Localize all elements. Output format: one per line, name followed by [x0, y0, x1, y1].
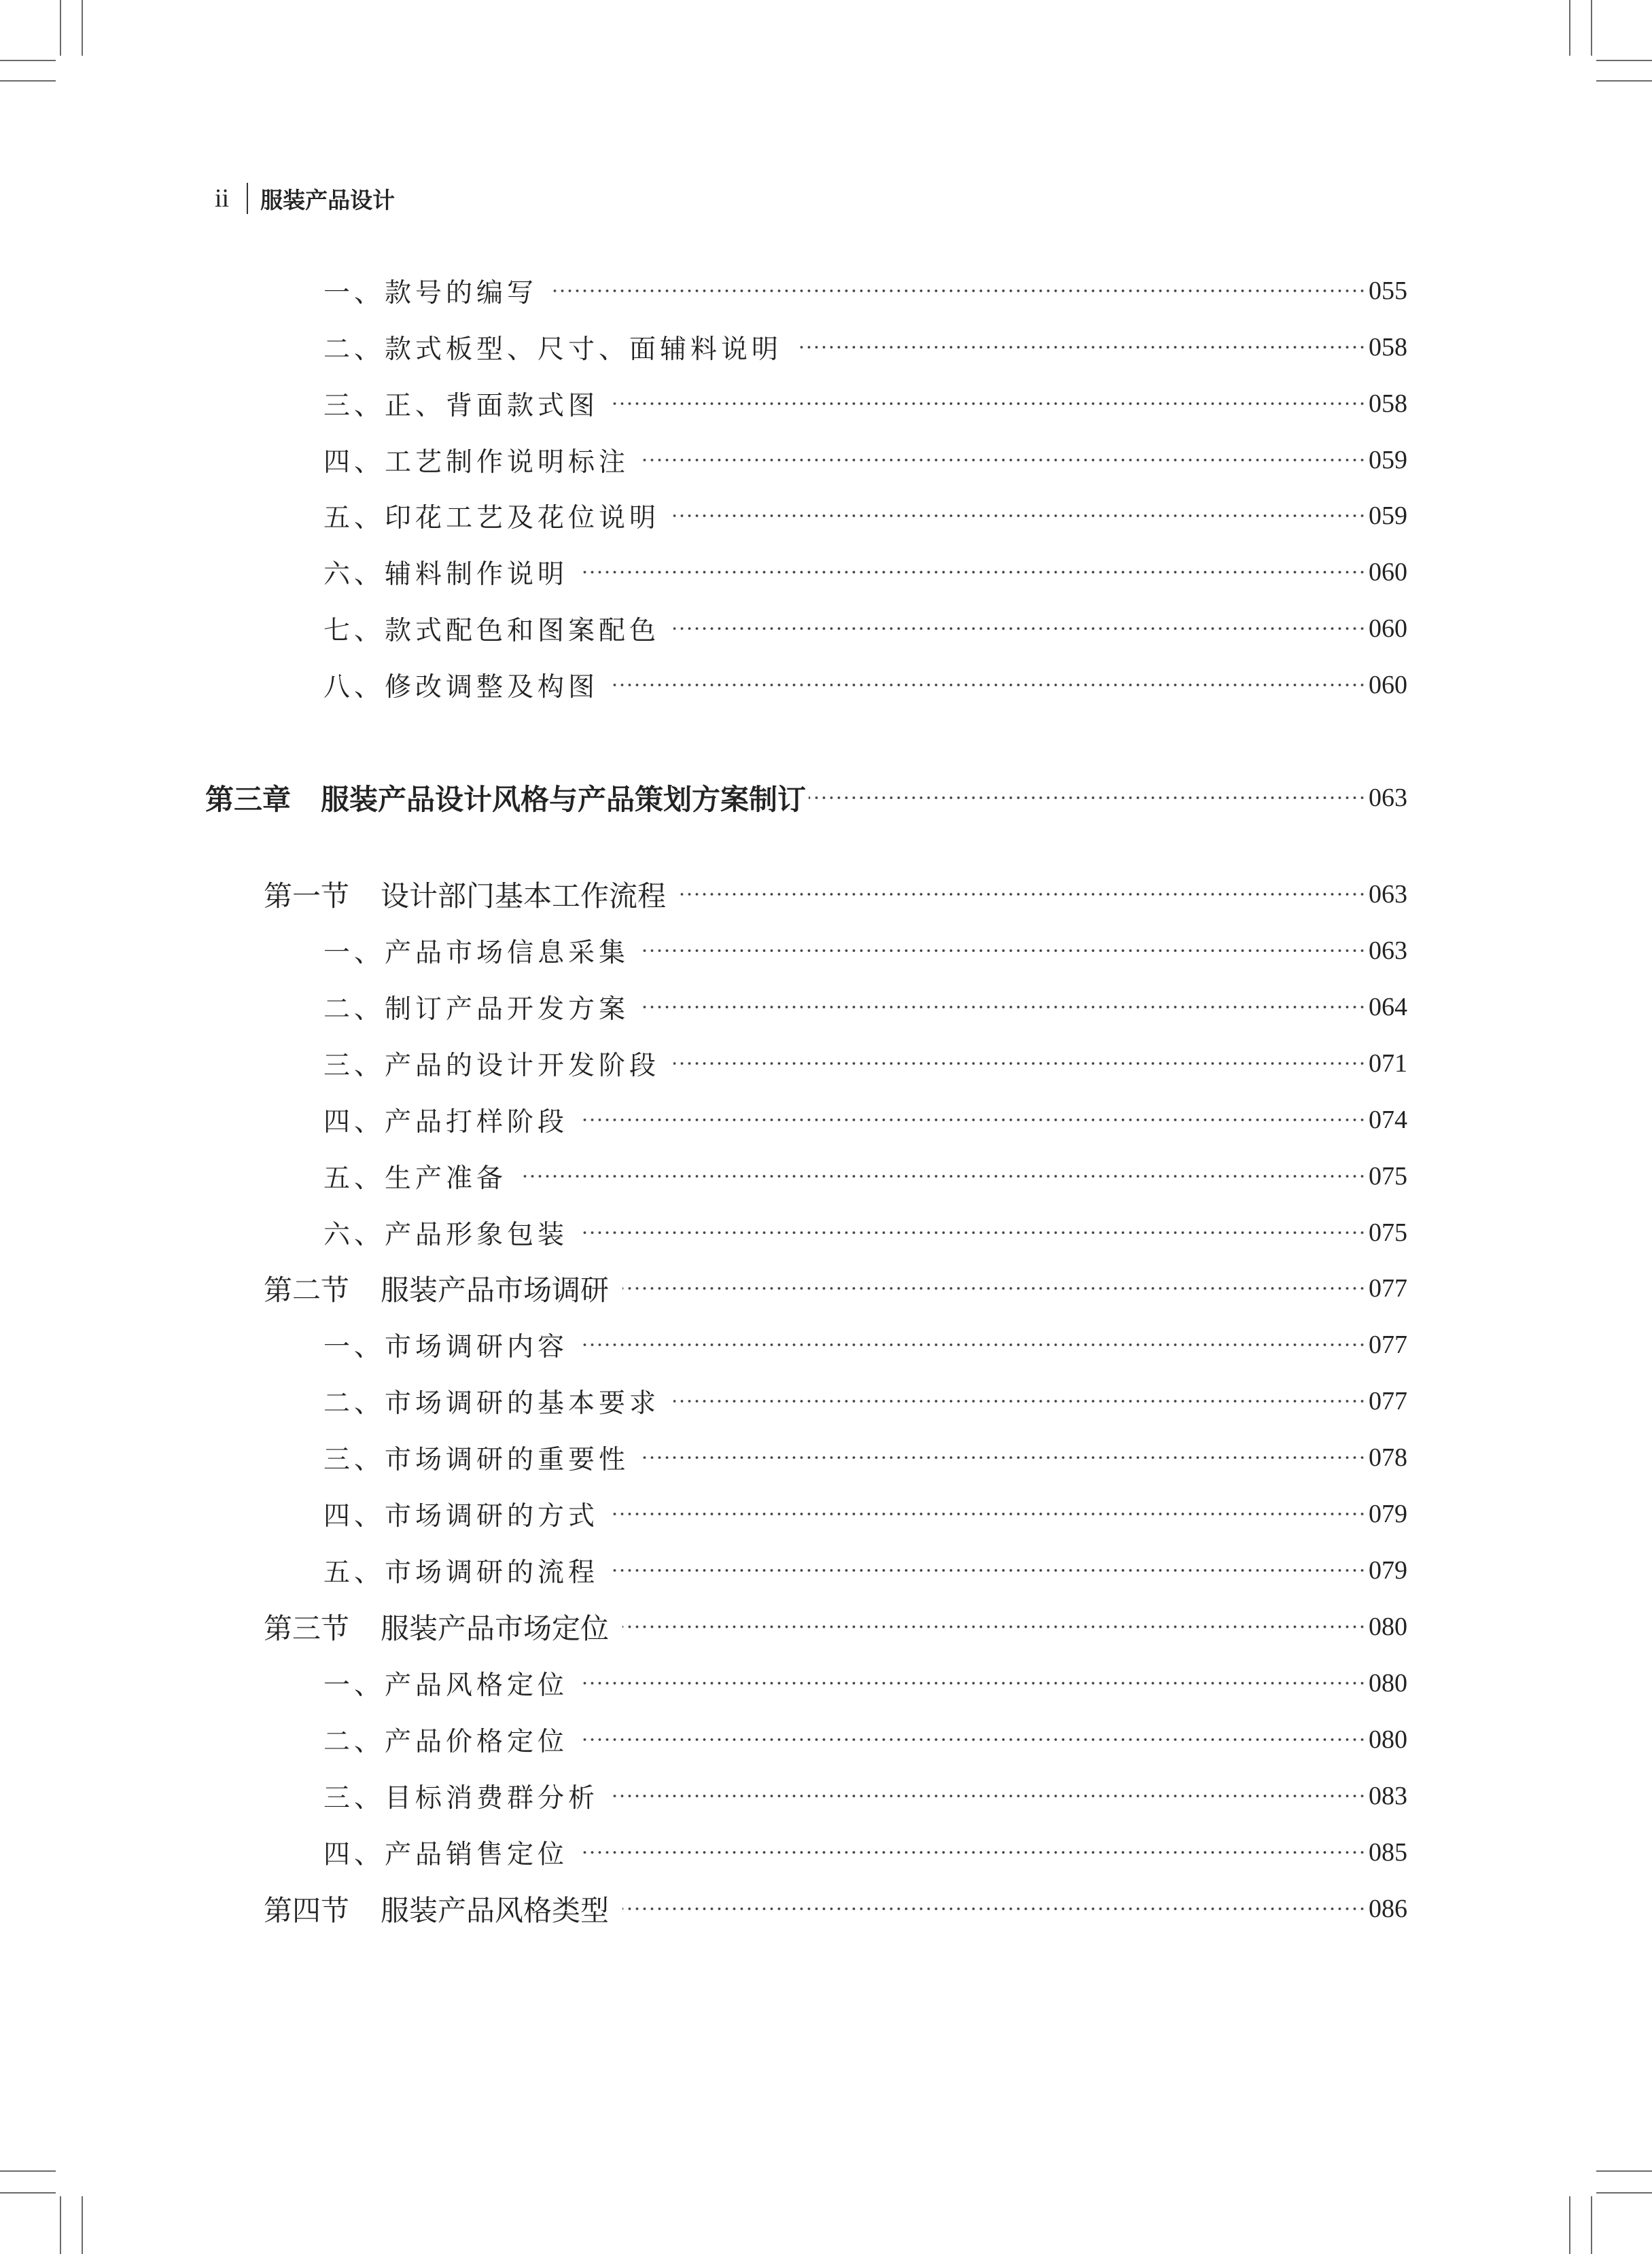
toc-entry-page-number: 079	[1369, 1556, 1407, 1585]
toc-item-row[interactable]	[323, 497, 1407, 535]
toc-entry-page-number: 060	[1369, 558, 1407, 586]
toc-entry-page-number: 083	[1369, 1782, 1407, 1810]
toc-entry-title	[323, 666, 599, 704]
toc-entry-title-text: 一、款号的编写	[323, 278, 538, 309]
toc-entry-title	[323, 272, 538, 310]
toc-entry-page-number: 058	[1369, 333, 1407, 362]
header-page-number: ii	[215, 184, 230, 213]
toc-entry-title-text: 八、修改调整及构图	[323, 672, 599, 703]
toc-item-row[interactable]	[323, 1664, 1407, 1702]
toc-entry-title-text: 一、产品风格定位	[323, 1670, 569, 1701]
toc-entry-title-text: 三、正、背面款式图	[323, 391, 599, 421]
dot-leader	[612, 390, 1366, 417]
crop-mark	[1569, 0, 1570, 56]
crop-mark	[0, 80, 56, 82]
toc-entry-title-text: 一、市场调研内容	[323, 1332, 569, 1362]
toc-entry-title-text: 五、生产准备	[323, 1163, 508, 1194]
toc-entry-title-text: 二、制订产品开发方案	[323, 994, 630, 1025]
toc-entry-title-text: 服装产品设计风格与产品策划方案制订	[321, 783, 807, 816]
toc-entry-page-number: 075	[1369, 1218, 1407, 1247]
toc-entry-page-number: 058	[1369, 389, 1407, 418]
toc-entry-number: 第四节	[264, 1894, 350, 1927]
toc-entry-title-text: 六、产品形象包装	[323, 1220, 569, 1250]
crop-mark	[1596, 2170, 1652, 2172]
toc-entry-page-number: 080	[1369, 1725, 1407, 1754]
toc-item-row[interactable]	[323, 1044, 1407, 1082]
toc-entry-title	[323, 1382, 660, 1420]
toc-section-row[interactable]	[264, 1890, 1407, 1928]
toc-item-row[interactable]	[323, 988, 1407, 1026]
dot-leader	[551, 277, 1366, 304]
toc-chapter-row[interactable]	[205, 779, 1407, 817]
toc-entry-page-number: 059	[1369, 501, 1407, 530]
toc-entry-title	[323, 1777, 599, 1815]
toc-section-row[interactable]	[264, 875, 1407, 913]
toc-entry-title	[323, 1664, 568, 1702]
toc-entry-title	[323, 553, 568, 591]
toc-item-row[interactable]	[323, 932, 1407, 970]
toc-entry-page-number: 074	[1369, 1106, 1407, 1134]
toc-entry-title-text: 一、产品市场信息采集	[323, 938, 630, 968]
toc-entry-title	[323, 1101, 568, 1139]
toc-entry-page-number: 078	[1369, 1443, 1407, 1472]
crop-mark	[0, 2170, 56, 2172]
toc-entry-title-text: 五、印花工艺及花位说明	[323, 503, 661, 533]
dot-leader	[582, 1106, 1366, 1133]
toc-entry-page-number: 086	[1369, 1895, 1407, 1923]
toc-entry-title	[264, 1888, 609, 1929]
crop-mark	[1596, 60, 1652, 61]
toc-item-row[interactable]	[323, 328, 1407, 366]
toc-item-row[interactable]	[323, 272, 1407, 310]
toc-section-row[interactable]	[264, 1608, 1407, 1646]
toc-entry-number: 第三节	[264, 1612, 350, 1645]
crop-mark	[60, 0, 61, 56]
dot-leader	[643, 937, 1366, 964]
toc-entry-page-number: 059	[1369, 446, 1407, 474]
dot-leader	[796, 334, 1366, 361]
dot-leader	[673, 1388, 1366, 1415]
dot-leader	[582, 1219, 1366, 1246]
toc-entry-page-number: 063	[1369, 936, 1407, 965]
dot-leader	[582, 1839, 1366, 1866]
toc-entry-title	[323, 497, 660, 535]
dot-leader	[673, 502, 1366, 529]
header-divider	[247, 183, 248, 214]
toc-item-row[interactable]	[323, 610, 1407, 648]
toc-entry-number: 第二节	[264, 1273, 350, 1307]
dot-leader	[680, 881, 1366, 908]
toc-entry-title	[323, 1551, 599, 1589]
crop-mark	[82, 2196, 83, 2254]
crop-mark	[1591, 0, 1592, 56]
toc-entry-title	[323, 1326, 568, 1364]
dot-leader	[622, 1275, 1366, 1302]
toc-entry-title	[264, 874, 666, 915]
toc-item-row[interactable]	[323, 1439, 1407, 1477]
dot-leader	[622, 1895, 1366, 1922]
crop-mark	[0, 2192, 56, 2194]
toc-item-row[interactable]	[323, 441, 1407, 479]
toc-entry-title-text: 二、市场调研的基本要求	[323, 1388, 661, 1419]
toc-entry-title	[323, 1157, 507, 1195]
toc-entry-title-text: 六、辅料制作说明	[323, 559, 569, 590]
toc-entry-page-number: 075	[1369, 1162, 1407, 1191]
dot-leader	[582, 1331, 1366, 1358]
toc-entry-number: 第三章	[205, 783, 292, 816]
toc-entry-title	[323, 932, 629, 970]
dot-leader	[643, 1444, 1366, 1471]
toc-item-row[interactable]	[323, 1214, 1407, 1252]
toc-item-row[interactable]	[323, 1495, 1407, 1533]
toc-entry-page-number: 060	[1369, 671, 1407, 699]
toc-entry-title	[205, 777, 806, 818]
toc-entry-title-text: 四、市场调研的方式	[323, 1501, 599, 1532]
toc-entry-title	[323, 1721, 568, 1759]
toc-entry-page-number: 055	[1369, 277, 1407, 305]
toc-entry-title-text: 二、款式板型、尺寸、面辅料说明	[323, 334, 783, 365]
toc-entry-title-text: 三、目标消费群分析	[323, 1783, 599, 1814]
dot-leader	[809, 784, 1366, 811]
toc-entry-page-number: 063	[1369, 880, 1407, 909]
dot-leader	[673, 1050, 1366, 1077]
toc-entry-title-text: 四、产品打样阶段	[323, 1107, 569, 1138]
dot-leader	[582, 1670, 1366, 1697]
toc-entry-page-number: 085	[1369, 1838, 1407, 1867]
toc-entry-title	[323, 1214, 568, 1252]
toc-entry-page-number: 080	[1369, 1613, 1407, 1641]
crop-mark	[82, 0, 83, 56]
toc-entry-title	[323, 610, 660, 648]
toc-entry-title	[323, 988, 629, 1026]
crop-mark	[1596, 2192, 1652, 2194]
toc-entry-title	[323, 1044, 660, 1082]
toc-entry-page-number: 079	[1369, 1500, 1407, 1528]
dot-leader	[612, 1557, 1366, 1584]
toc-entry-title	[323, 441, 629, 479]
toc-entry-title	[264, 1268, 609, 1309]
toc-section-row[interactable]	[264, 1269, 1407, 1307]
crop-mark	[60, 2196, 61, 2254]
toc-entry-page-number: 071	[1369, 1049, 1407, 1078]
toc-entry-page-number: 064	[1369, 993, 1407, 1021]
toc-entry-title	[323, 1495, 599, 1533]
toc-entry-title-text: 服装产品市场调研	[381, 1273, 610, 1307]
toc-item-row[interactable]	[323, 666, 1407, 704]
dot-leader	[582, 1726, 1366, 1753]
toc-entry-title-text: 三、市场调研的重要性	[323, 1445, 630, 1475]
crop-mark	[1596, 80, 1652, 82]
toc-entry-number: 第一节	[264, 879, 350, 913]
toc-entry-title-text: 设计部门基本工作流程	[381, 879, 667, 913]
toc-item-row[interactable]	[323, 1833, 1407, 1871]
toc-item-row[interactable]	[323, 1721, 1407, 1759]
toc-entry-title-text: 四、产品销售定位	[323, 1839, 569, 1870]
toc-entry-title-text: 五、市场调研的流程	[323, 1557, 599, 1588]
toc-entry-title-text: 服装产品市场定位	[381, 1612, 610, 1645]
toc-entry-title	[264, 1606, 609, 1647]
toc-item-row[interactable]	[323, 1551, 1407, 1589]
header-book-title: 服装产品设计	[260, 186, 396, 213]
toc-entry-title	[323, 1439, 629, 1477]
toc-entry-page-number: 077	[1369, 1331, 1407, 1359]
dot-leader	[622, 1613, 1366, 1640]
toc-entry-title-text: 二、产品价格定位	[323, 1727, 569, 1757]
crop-mark	[1569, 2196, 1570, 2254]
toc-entry-page-number: 080	[1369, 1669, 1407, 1697]
toc-item-row[interactable]	[323, 1326, 1407, 1364]
dot-leader	[612, 1500, 1366, 1528]
toc-entry-title	[323, 328, 782, 366]
toc-item-row[interactable]	[323, 1777, 1407, 1815]
toc-entry-title	[323, 1833, 568, 1871]
toc-item-row[interactable]	[323, 553, 1407, 591]
crop-mark	[1591, 2196, 1592, 2254]
toc-entry-title-text: 七、款式配色和图案配色	[323, 616, 661, 646]
toc-entry-page-number: 077	[1369, 1387, 1407, 1415]
toc-entry-page-number: 060	[1369, 614, 1407, 643]
toc-entry-title-text: 四、工艺制作说明标注	[323, 447, 630, 478]
toc-item-row[interactable]	[323, 1157, 1407, 1195]
dot-leader	[612, 1782, 1366, 1810]
toc-entry-title-text: 服装产品风格类型	[381, 1894, 610, 1927]
toc-entry-page-number: 063	[1369, 783, 1407, 812]
toc-item-row[interactable]	[323, 1382, 1407, 1420]
crop-mark	[0, 60, 56, 61]
dot-leader	[673, 615, 1366, 642]
dot-leader	[643, 993, 1366, 1021]
dot-leader	[643, 446, 1366, 474]
toc-entry-title-text: 三、产品的设计开发阶段	[323, 1051, 661, 1081]
dot-leader	[612, 671, 1366, 699]
dot-leader	[521, 1163, 1366, 1190]
toc-entry-page-number: 077	[1369, 1274, 1407, 1303]
toc-item-row[interactable]	[323, 1101, 1407, 1139]
toc-item-row[interactable]	[323, 385, 1407, 423]
dot-leader	[582, 559, 1366, 586]
toc-entry-title	[323, 385, 599, 423]
running-header	[215, 178, 395, 219]
